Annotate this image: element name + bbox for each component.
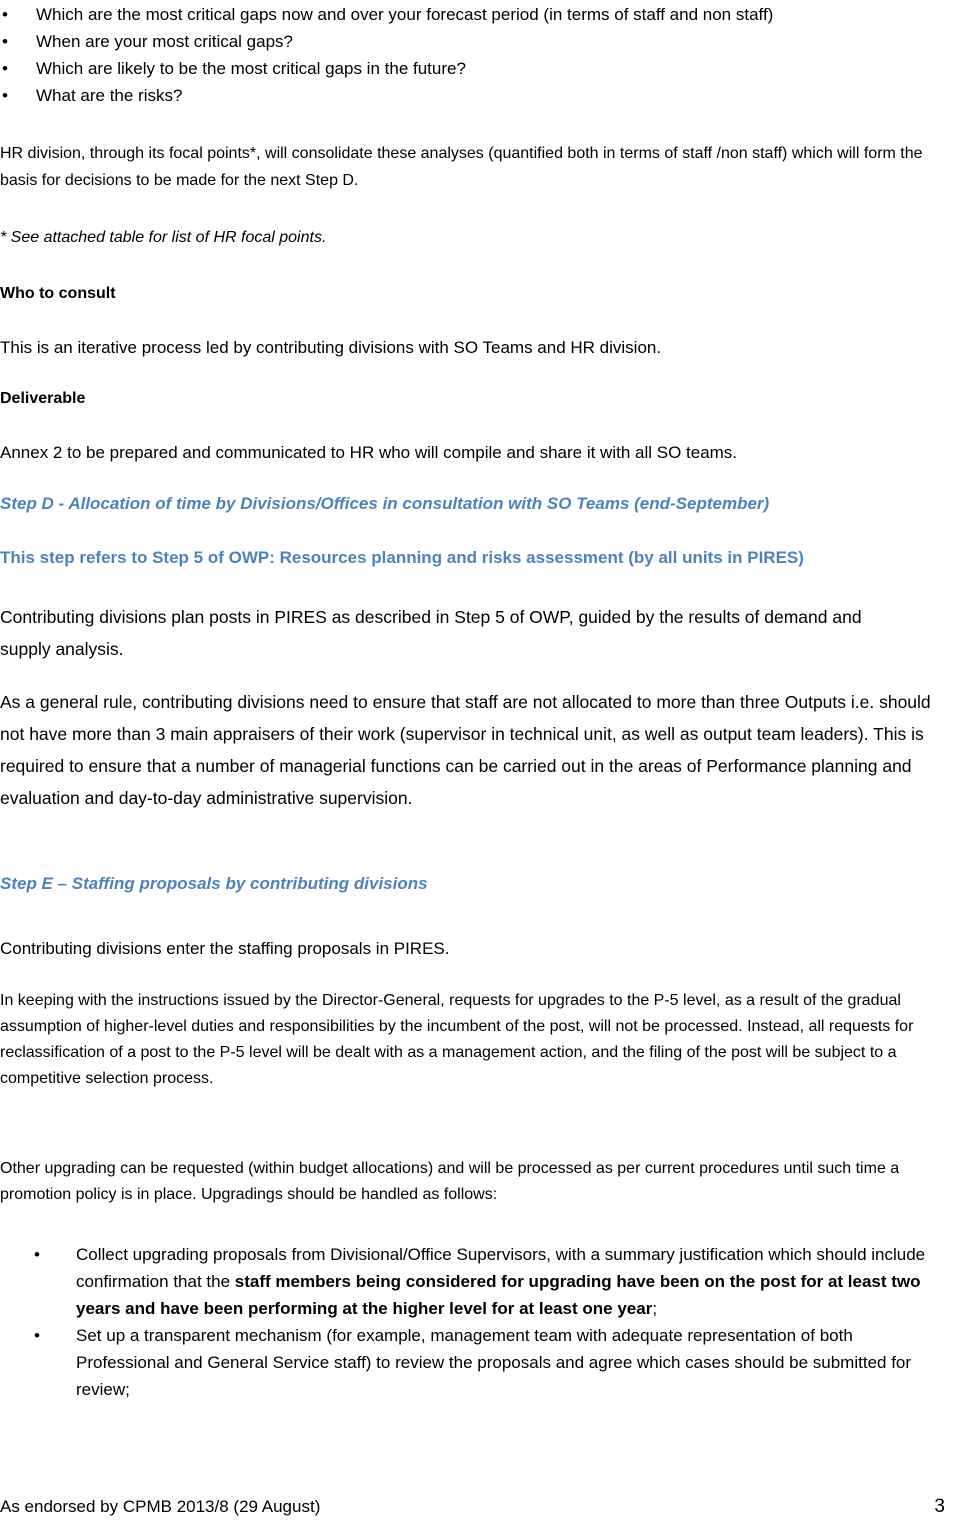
- list-item-text: When are your most critical gaps?: [36, 32, 293, 51]
- list-item-text: Collect upgrading proposals from Divisional/Office Supervisors, with a summary justification which should include confirmation that the: [76, 1245, 926, 1291]
- list-item-text: Set up a transparent mechanism (for example, management team with adequate representation of both Professional and General Service staff) to review the proposals and agree which cases should be submitted for review;: [76, 1326, 912, 1399]
- deliverable-heading: Deliverable: [0, 390, 86, 407]
- bullet-glyph: •: [34, 1326, 40, 1345]
- bullet-glyph: •: [2, 59, 8, 78]
- step-e-paragraph-1: Contributing divisions enter the staffing proposals in PIRES.: [0, 939, 450, 958]
- step-d-paragraph-2: As a general rule, contributing divisions need to ensure that staff are not allocated to more than three Outputs i.e. should not have more than 3 main appraisers of their work (supervisor in technical unit, as well as output team leaders). This is required to ensure that a number of managerial functions can be carried out in the areas of Performance planning and evaluation and day-to-day administrative supervision.: [0, 692, 931, 808]
- bullet-glyph: •: [34, 1245, 40, 1264]
- list-item: [0, 28, 773, 55]
- who-to-consult-heading: Who to consult: [0, 285, 116, 302]
- upgrading-bullet-list: [0, 1241, 935, 1403]
- list-item: [0, 1322, 935, 1403]
- list-item: [0, 1241, 935, 1322]
- step-e-paragraph-3: Other upgrading can be requested (within budget allocations) and will be processed as per current procedures until such time a promotion policy is in place. Upgradings should be handled as follows:: [0, 1160, 900, 1203]
- step-e-heading: Step E – Staffing proposals by contributing divisions: [0, 874, 428, 893]
- list-item: [0, 82, 773, 109]
- intro-bullet-list: [0, 1, 773, 109]
- bullet-glyph: •: [2, 5, 8, 24]
- step-d-subheading: This step refers to Step 5 of OWP: Resources planning and risks assessment (by all units in PIRES): [0, 548, 804, 567]
- page-number: 3: [934, 1496, 945, 1517]
- list-item-text-end: ;: [652, 1299, 658, 1318]
- list-item-bold-text: staff members being considered for upgrading have been on the post for at least two years and have been performing at the higher level for at least one year: [76, 1272, 921, 1318]
- list-item: [0, 55, 773, 82]
- hr-paragraph: HR division, through its focal points*, will consolidate these analyses (quantified both in terms of staff /non staff) which will form the basis for decisions to be made for the next Step D.: [0, 145, 923, 189]
- step-d-paragraph-1: Contributing divisions plan posts in PIRES as described in Step 5 of OWP, guided by the results of demand and supply analysis.: [0, 607, 862, 659]
- list-item-text: What are the risks?: [36, 86, 183, 105]
- footer-text: As endorsed by CPMB 2013/8 (29 August): [0, 1497, 321, 1516]
- step-d-heading: Step D - Allocation of time by Divisions/Offices in consultation with SO Teams (end-September): [0, 494, 770, 513]
- deliverable-text: Annex 2 to be prepared and communicated to HR who will compile and share it with all SO teams.: [0, 443, 738, 462]
- who-to-consult-text: This is an iterative process led by contributing divisions with SO Teams and HR division.: [0, 338, 662, 357]
- step-e-paragraph-2: In keeping with the instructions issued by the Director-General, requests for upgrades to the P-5 level, as a result of the gradual assumption of higher-level duties and responsibilities by the incumbent of the post, will not be processed. Instead, all requests for reclassification of a post to the P-5 level will be dealt with as a management action, and the filing of the post will be subject to a competitive selection process.: [0, 992, 914, 1087]
- list-item-text: Which are likely to be the most critical gaps in the future?: [36, 59, 466, 78]
- bullet-glyph: •: [2, 32, 8, 51]
- list-item-text: Which are the most critical gaps now and over your forecast period (in terms of staff and non staff): [36, 5, 774, 24]
- page-footer: [0, 1494, 945, 1520]
- footnote: * See attached table for list of HR focal points.: [0, 229, 327, 246]
- list-item: [0, 1, 773, 28]
- bullet-glyph: •: [2, 86, 8, 105]
